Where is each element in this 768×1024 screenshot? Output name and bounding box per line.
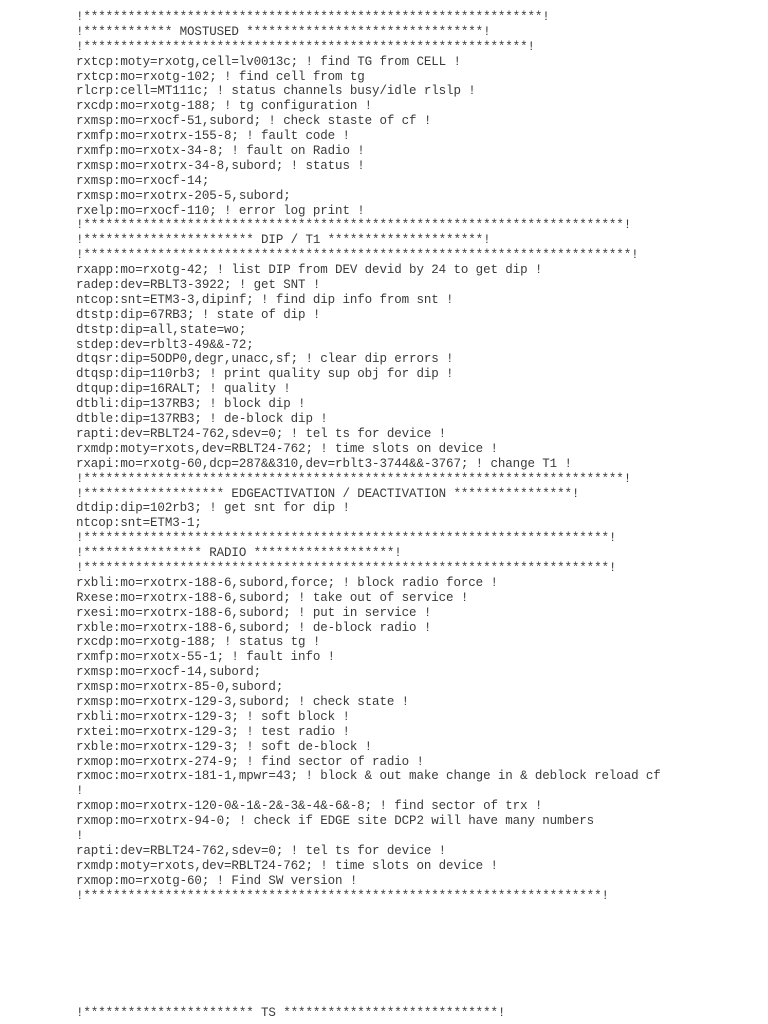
- command-line: rxcdp:mo=rxotg-188; ! tg configuration !: [76, 99, 373, 114]
- section-border: !***********************************************************************!: [76, 531, 617, 546]
- command-line: ntcop:snt=ETM3-3,dipinf; ! find dip info from snt !: [76, 292, 454, 307]
- command-line: rxmsp:mo=rxocf-14,subord;: [76, 665, 262, 680]
- command-line: rxcdp:mo=rxotg-188; ! status tg !: [76, 635, 321, 650]
- command-line: rxmsp:mo=rxotrx-205-5,subord;: [76, 188, 291, 203]
- command-line: ntcop:snt=ETM3-1;: [76, 516, 202, 531]
- command-line: dtdip:dip=102rb3; ! get snt for dip !: [76, 501, 350, 516]
- section-header-dip-t1: !*********************** DIP / T1 *********************!: [76, 233, 491, 248]
- command-line: !: [76, 828, 84, 843]
- command-line: rxesi:mo=rxotrx-188-6,subord; ! put in service !: [76, 605, 432, 620]
- command-line: rxmop:mo=rxotrx-120-0&-1&-2&-3&-4&-6&-8; ! find sector of trx !: [76, 799, 543, 814]
- command-line: rapti:dev=RBLT24-762,sdev=0; ! tel ts for device !: [76, 843, 447, 858]
- command-line: rxmsp:mo=rxotrx-129-3,subord; ! check state !: [76, 694, 410, 709]
- command-line: rapti:dev=RBLT24-762,sdev=0; ! tel ts for device !: [76, 426, 447, 441]
- command-line: dtstp:dip=all,state=wo;: [76, 322, 247, 337]
- section-border: !************************************************************!: [76, 39, 535, 54]
- command-line: Rxese:mo=rxotrx-188-6,subord; ! take out of service !: [76, 590, 469, 605]
- command-line: rxbli:mo=rxotrx-188-6,subord,force; ! block radio force !: [76, 575, 498, 590]
- command-line: dtbli:dip=137RB3; ! block dip !: [76, 397, 306, 412]
- command-line: rxtcp:mo=rxotg-102; ! find cell from tg: [76, 69, 365, 84]
- command-line: rxmfp:mo=rxotx-34-8; ! fault on Radio !: [76, 144, 365, 159]
- section-border: !**************************************************************!: [76, 10, 550, 24]
- command-line: rxmfp:mo=rxotx-55-1; ! fault info !: [76, 650, 336, 665]
- command-line: rxmoc:mo=rxotrx-181-1,mpwr=43; ! block & out make change in & deblock reload cf: [76, 769, 661, 784]
- section-header-radio: !**************** RADIO *******************!: [76, 546, 402, 561]
- command-line: rxtei:mo=rxotrx-129-3; ! test radio !: [76, 724, 350, 739]
- command-line: rxble:mo=rxotrx-129-3; ! soft de-block !: [76, 739, 373, 754]
- section-border: !**************************************************************************!: [76, 248, 639, 263]
- command-line: rxble:mo=rxotrx-188-6,subord; ! de-block radio !: [76, 620, 432, 635]
- command-line: dtqup:dip=16RALT; ! quality !: [76, 382, 291, 397]
- command-line: rxelp:mo=rxocf-110; ! error log print !: [76, 203, 365, 218]
- ts-section: [76, 1006, 756, 1021]
- command-listing: [76, 10, 756, 903]
- command-line: dtqsp:dip=110rb3; ! print quality sup obj for dip !: [76, 367, 454, 382]
- section-header-mostused: !************ MOSTUSED ********************************!: [76, 24, 491, 39]
- command-line: stdep:dev=rblt3-49&&-72;: [76, 337, 254, 352]
- command-line: dtble:dip=137RB3; ! de-block dip !: [76, 412, 328, 427]
- command-line: rxapi:mo=rxotg-60,dcp=287&&310,dev=rblt3-3744&&-3767; ! change T1 !: [76, 456, 572, 471]
- command-line: rxmop:mo=rxotg-60; ! Find SW version !: [76, 873, 358, 888]
- command-line: rxapp:mo=rxotg-42; ! list DIP from DEV devid by 24 to get dip !: [76, 263, 543, 278]
- command-line: rxmsp:mo=rxocf-51,subord; ! check staste of cf !: [76, 114, 432, 129]
- command-line: rxbli:mo=rxotrx-129-3; ! soft block !: [76, 709, 350, 724]
- command-line: rxmsp:mo=rxotrx-34-8,subord; ! status !: [76, 158, 365, 173]
- section-header-ts: !*********************** TS *****************************!: [76, 1006, 506, 1020]
- section-header-edge-activation: !******************* EDGEACTIVATION / DEACTIVATION ****************!: [76, 486, 580, 501]
- command-line: rxmfp:mo=rxotrx-155-8; ! fault code !: [76, 129, 350, 144]
- command-line: rxmop:mo=rxotrx-94-0; ! check if EDGE site DCP2 will have many numbers: [76, 814, 595, 829]
- command-line: rxmsp:mo=rxocf-14;: [76, 173, 210, 188]
- section-border: !***********************************************************************!: [76, 560, 617, 575]
- section-border: !**********************************************************************!: [76, 888, 609, 903]
- command-line: rxmdp:moty=rxots,dev=RBLT24-762; ! time slots on device !: [76, 858, 498, 873]
- command-line: dtqsr:dip=5ODP0,degr,unacc,sf; ! clear dip errors !: [76, 352, 454, 367]
- command-line: rlcrp:cell=MT111c; ! status channels busy/idle rlslp !: [76, 84, 476, 99]
- section-border: !*************************************************************************!: [76, 218, 632, 233]
- section-border: !*************************************************************************!: [76, 471, 632, 486]
- command-line: rxtcp:moty=rxotg,cell=lv0013c; ! find TG from CELL !: [76, 54, 461, 69]
- command-line: rxmdp:moty=rxots,dev=RBLT24-762; ! time slots on device !: [76, 441, 498, 456]
- command-line: rxmop:mo=rxotrx-274-9; ! find sector of radio !: [76, 754, 424, 769]
- command-line: rxmsp:mo=rxotrx-85-0,subord;: [76, 680, 284, 695]
- command-line: radep:dev=RBLT3-3922; ! get SNT !: [76, 278, 321, 293]
- command-line: dtstp:dip=67RB3; ! state of dip !: [76, 307, 321, 322]
- command-line: !: [76, 784, 84, 799]
